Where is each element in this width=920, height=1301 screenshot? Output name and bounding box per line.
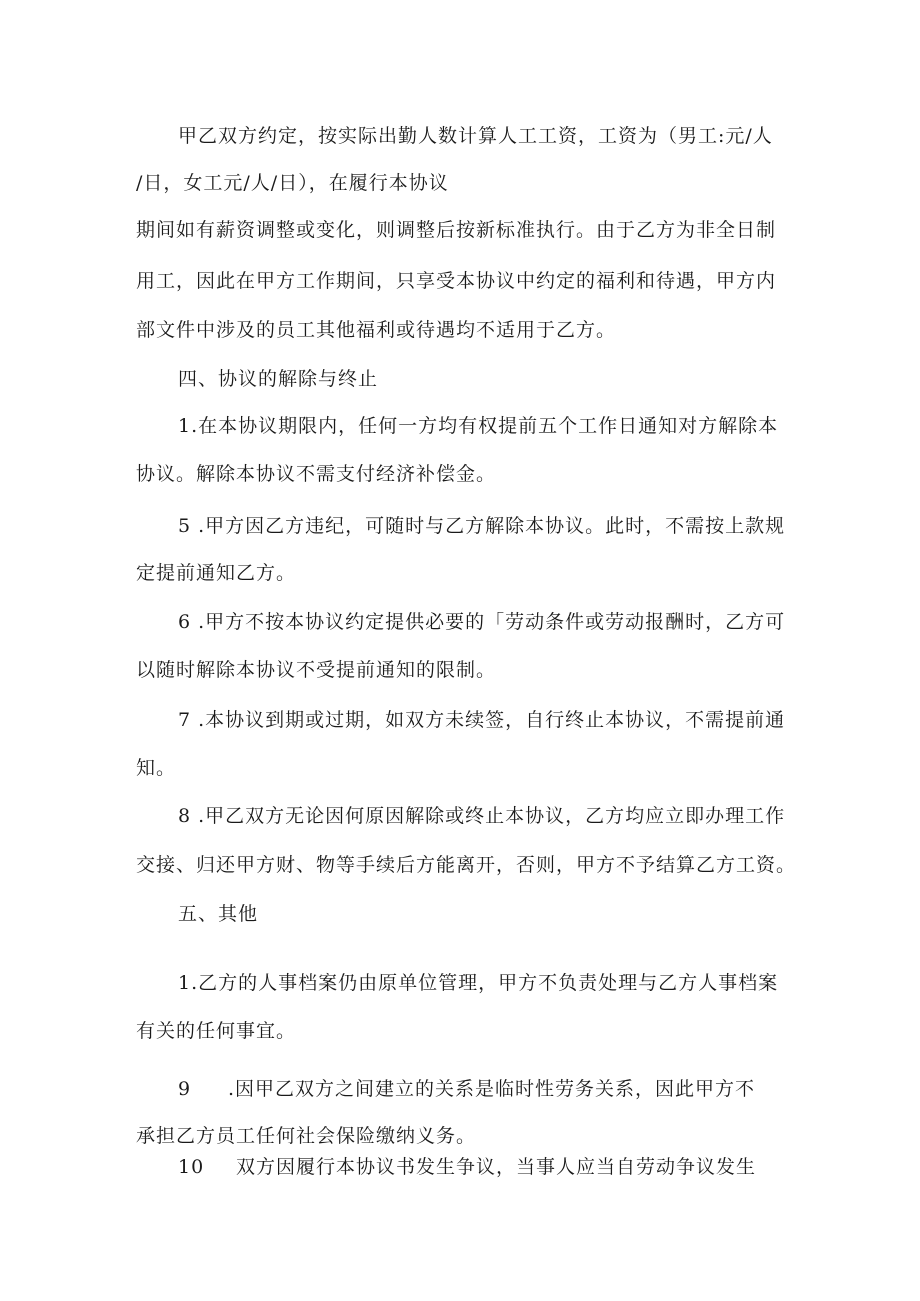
- list-item-line: 定提前通知乙方。: [136, 562, 297, 584]
- list-item-line: 双方因履行本协议书发生争议，当事人应当自劳动争议发生: [236, 1156, 757, 1178]
- list-item-number: 10: [178, 1156, 205, 1178]
- paragraph-line: 用工，因此在甲方工作期间，只享受本协议中约定的福利和待遇，甲方内: [136, 270, 777, 292]
- list-item-line: 1.乙方的人事档案仍由原单位管理，甲方不负责处理与乙方人事档案: [178, 972, 779, 994]
- list-item-number: 9: [178, 1078, 192, 1100]
- list-item-line: 承担乙方员工任何社会保险缴纳义务。: [136, 1125, 477, 1147]
- list-item-line: .因甲乙双方之间建立的关系是临时性劳务关系，因此甲方不: [228, 1078, 756, 1100]
- list-item-line: 5 .甲方因乙方违纪，可随时与乙方解除本协议。此时，不需按上款规: [178, 515, 786, 537]
- list-item-line: 协议。解除本协议不需支付经济补偿金。: [136, 463, 497, 485]
- paragraph-line: 部文件中涉及的员工其他福利或待遇均不适用于乙方。: [136, 319, 617, 341]
- paragraph-line: 甲乙双方约定，按实际出勤人数计算人工工资，工资为（男工:元/人: [178, 125, 773, 147]
- list-item-line: 有关的任何事宜。: [136, 1020, 297, 1042]
- list-item-line: 8 .甲乙双方无论因何原因解除或终止本协议，乙方均应立即办理工作: [178, 805, 786, 827]
- list-item-line: 1.在本协议期限内，任何一方均有权提前五个工作日通知对方解除本: [178, 415, 779, 437]
- list-item-line: 交接、归还甲方财、物等手续后方能离开，否则，甲方不予结算乙方工资。: [136, 854, 797, 876]
- list-item-line: 知。: [136, 757, 177, 779]
- paragraph-line: 期间如有薪资调整或变化，则调整后按新标准执行。由于乙方为非全日制: [136, 219, 777, 241]
- list-item-line: 以随时解除本协议不受提前通知的限制。: [136, 659, 497, 681]
- paragraph-line: /日，女工元/人/日），在履行本协议: [136, 172, 449, 194]
- section-heading: 五、其他: [178, 903, 259, 925]
- section-heading: 四、协议的解除与终止: [178, 368, 379, 390]
- list-item-line: 7 .本协议到期或过期，如双方未续签，自行终止本协议，不需提前通: [178, 709, 786, 731]
- list-item-line: 6 .甲方不按本协议约定提供必要的「劳动条件或劳动报酬时，乙方可: [178, 611, 786, 633]
